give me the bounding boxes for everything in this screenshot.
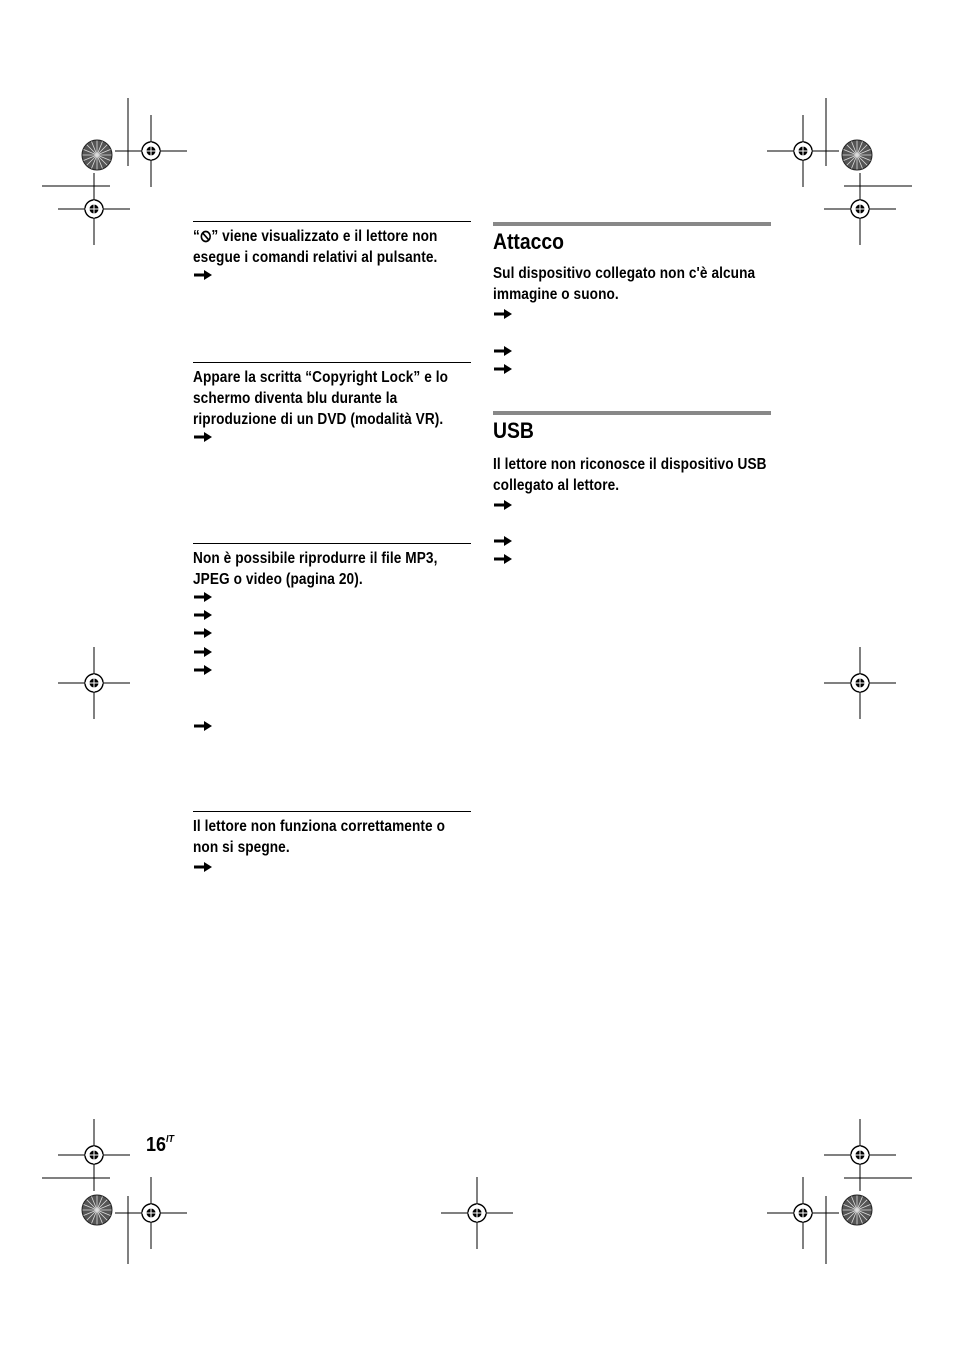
troubleshoot-item-4 <box>193 811 471 858</box>
section-usb <box>493 411 771 496</box>
language-suffix: IT <box>166 1134 175 1145</box>
right-arrow-icon <box>493 535 513 547</box>
right-arrow-icon <box>193 269 213 281</box>
troubleshoot-item-2 <box>193 362 471 430</box>
right-arrow-icon <box>493 553 513 565</box>
right-arrow-icon <box>193 646 213 658</box>
right-arrow-icon <box>193 720 213 732</box>
right-arrow-icon <box>493 363 513 375</box>
divider <box>193 543 471 544</box>
section-attacco <box>493 222 771 305</box>
right-arrow-icon <box>193 627 213 639</box>
right-arrow-icon <box>193 431 213 443</box>
question-text: Il lettore non riconosce il dispositivo USB collegato al lettore. <box>493 456 767 494</box>
section-rule <box>493 222 771 226</box>
question-text: Sul dispositivo collegato non c'è alcuna immagine o suono. <box>493 265 756 303</box>
section-title: USB <box>493 418 534 443</box>
right-arrow-icon <box>193 591 213 603</box>
troubleshoot-item-1 <box>193 221 471 268</box>
section-rule <box>493 411 771 415</box>
question-text: Appare la scritta “Copyright Lock” e lo schermo diventa blu durante la riproduzione di un DVD (modalità VR). <box>193 369 449 428</box>
right-arrow-icon <box>193 664 213 676</box>
divider <box>193 221 471 222</box>
right-arrow-icon <box>493 345 513 357</box>
page-number: $16^{IT}$ <box>146 1134 175 1156</box>
divider <box>193 811 471 812</box>
right-arrow-icon <box>193 861 213 873</box>
question-text: “ ” viene visualizzato e il lettore non esegue i comandi relativi al pulsante. <box>193 228 438 266</box>
divider <box>193 362 471 363</box>
left-column <box>193 221 471 856</box>
troubleshoot-item-3 <box>193 543 471 590</box>
right-arrow-icon <box>493 308 513 320</box>
section-title: Attacco <box>493 229 565 254</box>
right-column <box>493 222 771 494</box>
question-text: Non è possibile riprodurre il file MP3, JPEG o video (pagina 20). <box>193 550 438 588</box>
question-text: Il lettore non funziona correttamente o non si spegne. <box>193 818 446 856</box>
crop-lines <box>42 98 912 1264</box>
prohibited-icon <box>200 230 211 243</box>
right-arrow-icon <box>493 499 513 511</box>
right-arrow-icon <box>193 609 213 621</box>
